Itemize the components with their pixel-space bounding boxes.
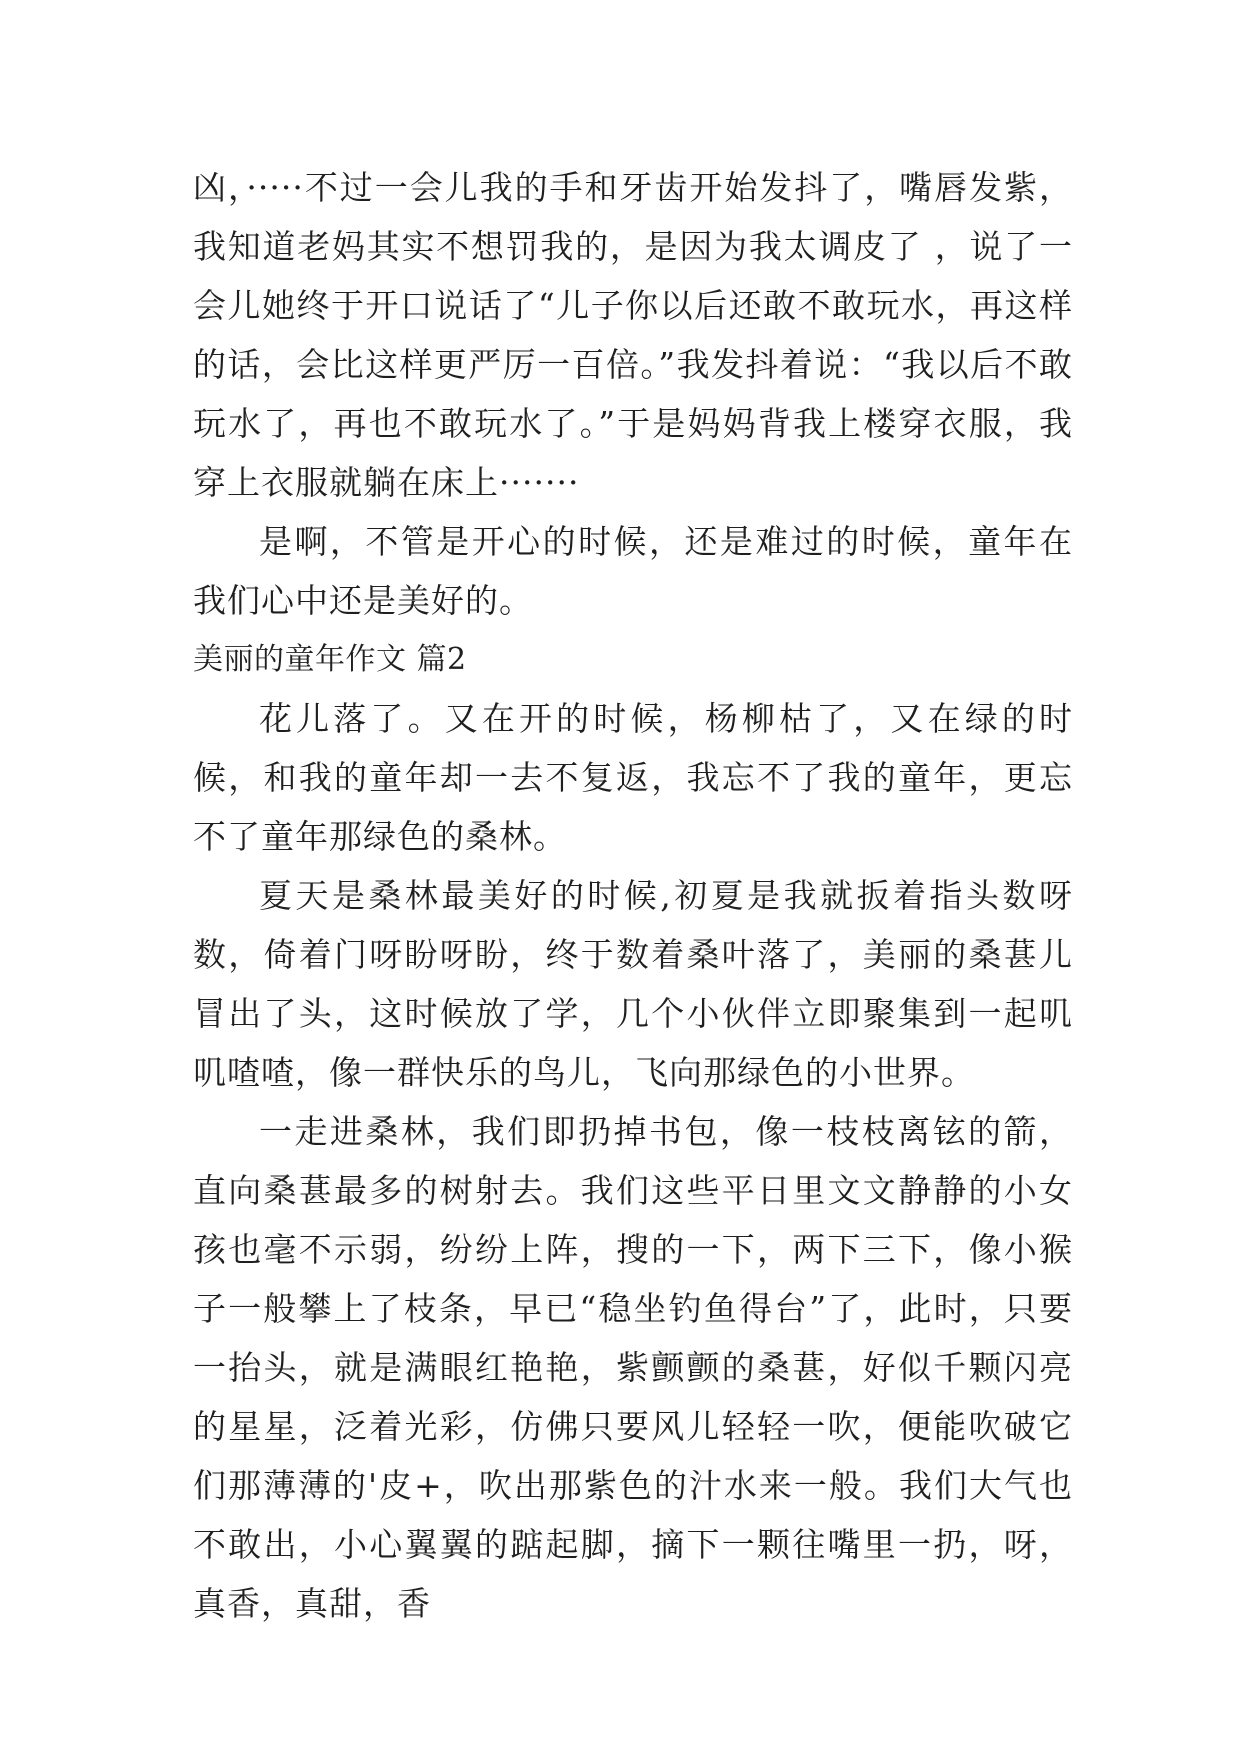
section-heading: 美丽的童年作文 篇2 xyxy=(193,642,467,677)
paragraph-1: 凶，·····不过一会儿我的手和牙齿开始发抖了，嘴唇发紫，我知道老妈其实不想罚我的，是因为我太调皮了 ，说了一会儿她终于开口说话了“儿子你以后还敢不敢玩水，再这样的话，会比这样更严厉一百倍。”我发抖着说：“我以后不敢玩水了，再也不敢玩水了。”于是妈妈背我上楼穿衣服，我穿上衣服就躺在床上······· xyxy=(193,168,1073,502)
paragraph-5: 一走进桑林，我们即扔掉书包，像一枝枝离铉的箭，直向桑葚最多的树射去。我们这些平日里文文静静的小女孩也毫不示弱，纷纷上阵，搜的一下，两下三下，像小猴子一般攀上了枝条，早已“稳坐钓鱼得台”了，此时，只要一抬头，就是满眼红艳艳，紫颤颤的桑葚，好似千颗闪亮的星星，泛着光彩，仿佛只要风儿轻轻一吹，便能吹破它们那薄薄的'皮+，吹出那紫色的汁水来一般。我们大气也不敢出，小心翼翼的踮起脚，摘下一颗往嘴里一扔，呀，真香，真甜，香 xyxy=(193,1112,1073,1623)
paragraph-2: 是啊，不管是开心的时候，还是难过的时候，童年在我们心中还是美好的。 xyxy=(193,522,1073,620)
paragraph-3: 花儿落了。又在开的时候，杨柳枯了，又在绿的时候，和我的童年却一去不复返，我忘不了我的童年，更忘不了童年那绿色的桑林。 xyxy=(193,699,1073,856)
document-body xyxy=(193,158,1073,1633)
paragraph-4: 夏天是桑林最美好的时候,初夏是我就扳着指头数呀数，倚着门呀盼呀盼，终于数着桑叶落了，美丽的桑葚儿冒出了头，这时候放了学，几个小伙伴立即聚集到一起叽叽喳喳，像一群快乐的鸟儿，飞向那绿色的小世界。 xyxy=(193,876,1073,1092)
